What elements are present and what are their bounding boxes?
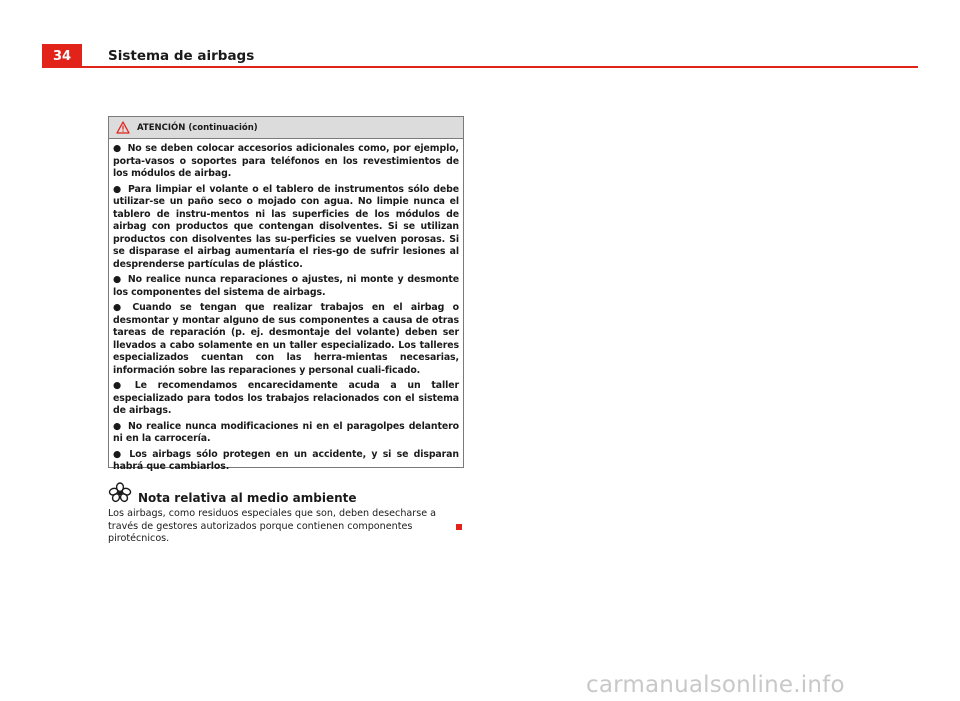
list-item: ● Para limpiar el volante o el tablero de instrumentos sólo debe utilizar-se un paño seco o mojado con agua. No limpie nunca el tablero de instru-mentos ni las superficies de los módulos de airbag con productos que contengan disolventes. Si se utilizan productos con disolventes las su-perficies se vuelven porosas. Si se disparase el airbag aumentaría el ries-go de sufrir lesiones al desprenderse partículas de plástico. (113, 183, 459, 270)
flower-icon (108, 482, 132, 504)
list-item: ● No realice nunca modificaciones ni en el paragolpes delantero ni en la carrocería. (113, 420, 459, 444)
warning-triangle-icon (116, 121, 130, 134)
end-of-section-marker (456, 524, 462, 530)
environment-text: Los airbags, como residuos especiales que son, deben desecharse a través de gestores autorizados porque contienen componentes pirotécnicos. (108, 508, 437, 544)
watermark: carmanualsonline.info (586, 672, 845, 698)
bullet: ● (113, 380, 129, 391)
warning-title: ATENCIÓN (continuación) (137, 122, 258, 133)
list-item: ● Le recomendamos encarecidamente acuda a un taller especializado para todos los trabajos relacionados con el sistema de airbags. (113, 380, 459, 416)
bullet: ● (113, 183, 122, 195)
header-divider (42, 66, 918, 68)
warning-list (109, 139, 463, 474)
bullet: ● (113, 274, 122, 285)
page-number: 34 (42, 44, 82, 68)
list-item: ● No realice nunca reparaciones o ajustes, ni monte y desmonte los componentes del sistema de airbags. (113, 274, 459, 298)
warning-header (109, 117, 463, 139)
bullet: ● (113, 302, 127, 313)
list-item: ● Cuando se tengan que realizar trabajos en el airbag o desmontar y montar alguno de sus componentes a causa de otras tareas de reparación (p. ej. desmontaje del volante) deben ser llevados a cabo solamente en un taller especializado. Los talleres especializados cuentan con las herra-mientas necesarias, información sobre las reparaciones y personal cuali-ficado. (113, 302, 459, 376)
list-item: ● Los airbags sólo protegen en un accidente, y si se disparan habrá que cambiarlos. (113, 448, 459, 472)
environment-heading (108, 482, 357, 504)
bullet: ● (113, 420, 122, 432)
list-item: ● No se deben colocar accesorios adicionales como, por ejemplo, porta-vasos o soportes para teléfonos en los revestimientos de los módulos de airbag. (113, 143, 459, 179)
bullet: ● (113, 143, 122, 154)
environment-title: Nota relativa al medio ambiente (138, 491, 357, 505)
warning-box (108, 116, 464, 472)
bullet: ● (113, 448, 124, 460)
page-title: Sistema de airbags (108, 48, 255, 64)
